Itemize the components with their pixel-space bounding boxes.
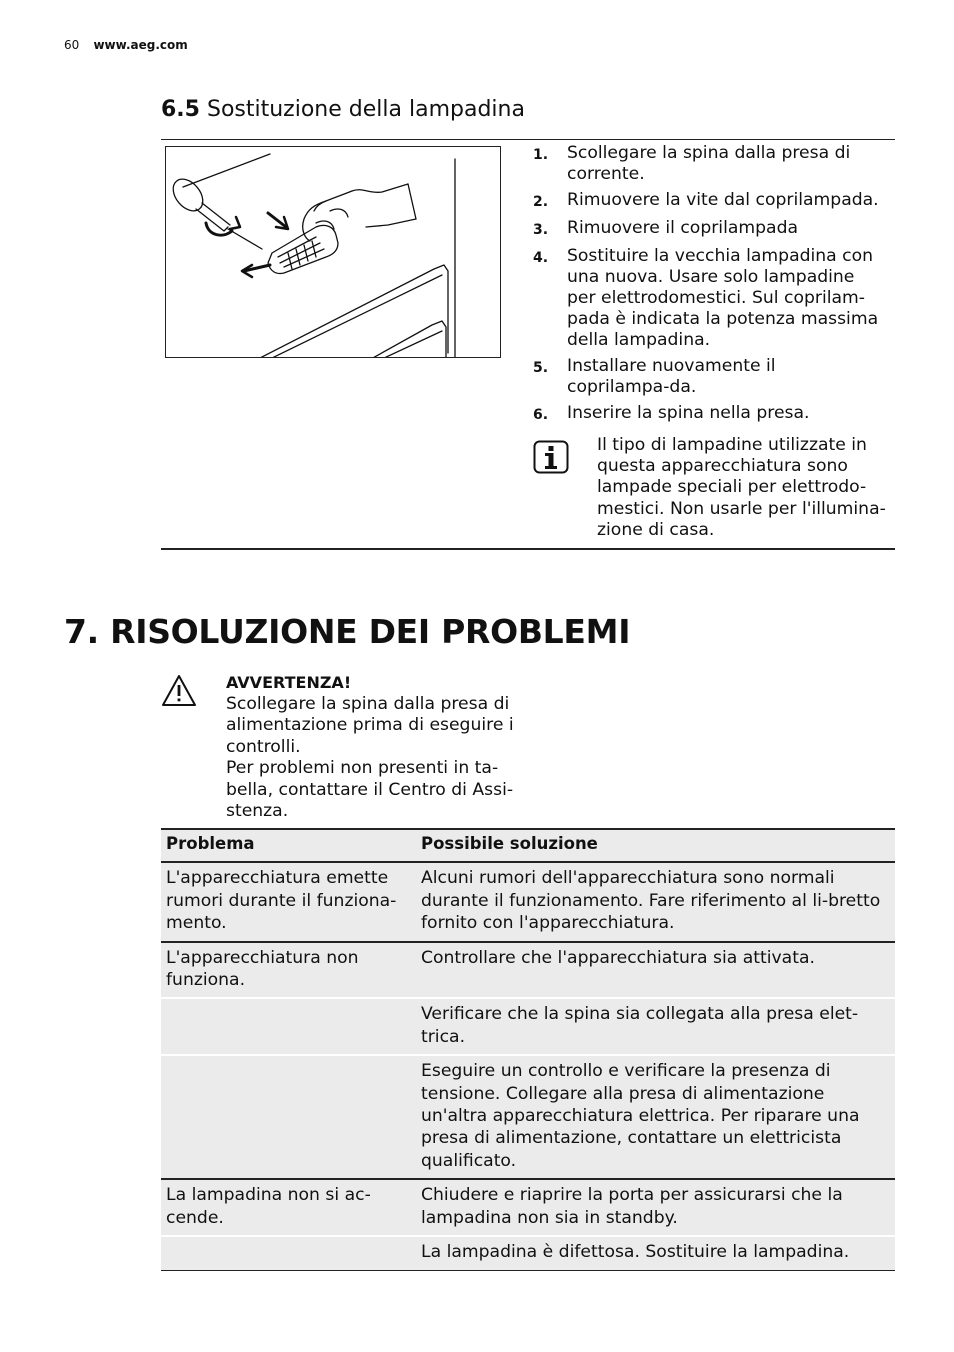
step-text: Rimuovere il coprilampada xyxy=(567,218,799,238)
warning-box xyxy=(226,672,526,823)
step-number: 5. xyxy=(533,360,549,376)
step-item xyxy=(533,356,883,398)
problem-cell xyxy=(161,1056,417,1178)
table-row xyxy=(161,999,895,1056)
solution-cell: Controllare che l'apparecchiatura sia attivata. xyxy=(421,947,815,968)
info-note: Il tipo di lampadine utilizzate in questa apparecchiatura sono lampade speciali per elettrodo-mestici. Non usarle per l'illumina-zione di casa. xyxy=(597,435,886,540)
info-icon xyxy=(533,440,569,474)
chapter-title-text: RISOLUZIONE DEI PROBLEMI xyxy=(110,612,631,651)
step-text: Installare nuovamente il coprilampa-da. xyxy=(567,356,776,397)
chapter-title xyxy=(64,612,630,651)
illustration-drawing xyxy=(166,147,501,358)
table-row xyxy=(161,1056,895,1180)
page-header xyxy=(64,38,188,52)
problem-cell: La lampadina non si ac-cende. xyxy=(166,1185,371,1228)
section-top-rule xyxy=(161,139,895,140)
website-url: www.aeg.com xyxy=(93,38,188,52)
problem-cell xyxy=(161,999,417,1054)
column-header-problem: Problema xyxy=(166,834,255,853)
table-row xyxy=(161,863,895,942)
step-number: 6. xyxy=(533,407,549,423)
section-title xyxy=(161,97,525,122)
warning-line-2: Per problemi non presenti in ta-bella, contattare il Centro di Assi-stenza. xyxy=(226,758,514,821)
step-number: 2. xyxy=(533,194,549,210)
section-bottom-rule xyxy=(161,548,895,550)
step-item xyxy=(533,190,883,213)
solution-cell: Alcuni rumori dell'apparecchiatura sono normali durante il funzionamento. Fare riferimento al li-bretto fornito con l'apparecchiatura. xyxy=(421,868,881,934)
step-item xyxy=(533,246,883,351)
table-row xyxy=(161,1180,895,1237)
step-item xyxy=(533,143,883,185)
table-header-row xyxy=(161,830,895,863)
warning-line-1: Scollegare la spina dalla presa di alimentazione prima di eseguire i controlli. xyxy=(226,693,514,757)
step-text: Sostituire la vecchia lampadina con una nuova. Usare solo lampadine per elettrodomestici. Sul coprilam-pada è indicata la potenza massima della lampadina. xyxy=(567,246,879,350)
problem-cell xyxy=(161,1237,417,1269)
step-item xyxy=(533,218,883,241)
step-number: 4. xyxy=(533,250,549,266)
problem-cell: L'apparecchiatura non funziona. xyxy=(166,947,359,991)
step-text: Inserire la spina nella presa. xyxy=(567,403,810,423)
section-number: 6.5 xyxy=(161,97,200,122)
column-header-solution: Possibile soluzione xyxy=(421,834,598,853)
step-number: 3. xyxy=(533,222,549,238)
solution-cell: Eseguire un controllo e verificare la presenza di tensione. Collegare alla presa di alimentazione un'altra apparecchiatura elettrica. Per riparare una presa di alimentazione, contattare un elettricista qualificato. xyxy=(421,1061,860,1171)
section-title-text: Sostituzione della lampadina xyxy=(206,97,525,122)
step-number: 1. xyxy=(533,147,549,163)
replacement-steps xyxy=(533,143,883,431)
solution-cell: La lampadina è difettosa. Sostituire la lampadina. xyxy=(421,1242,850,1263)
table-row xyxy=(161,943,895,1000)
chapter-number: 7. xyxy=(64,612,99,651)
step-item xyxy=(533,403,883,426)
lamp-replacement-illustration xyxy=(165,146,501,358)
table-row xyxy=(161,1237,895,1270)
solution-cell: Chiudere e riaprire la porta per assicurarsi che la lampadina non sia in standby. xyxy=(421,1185,843,1228)
page-number: 60 xyxy=(64,38,80,52)
troubleshooting-table xyxy=(161,828,895,1271)
warning-title: AVVERTENZA! xyxy=(226,673,352,692)
step-text: Rimuovere la vite dal coprilampada. xyxy=(567,190,879,210)
step-text: Scollegare la spina dalla presa di corrente. xyxy=(567,143,851,184)
warning-triangle-icon xyxy=(160,673,198,709)
solution-cell: Verificare che la spina sia collegata alla presa elet-trica. xyxy=(421,1004,859,1047)
problem-cell: L'apparecchiatura emette rumori durante il funziona-mento. xyxy=(166,868,397,934)
